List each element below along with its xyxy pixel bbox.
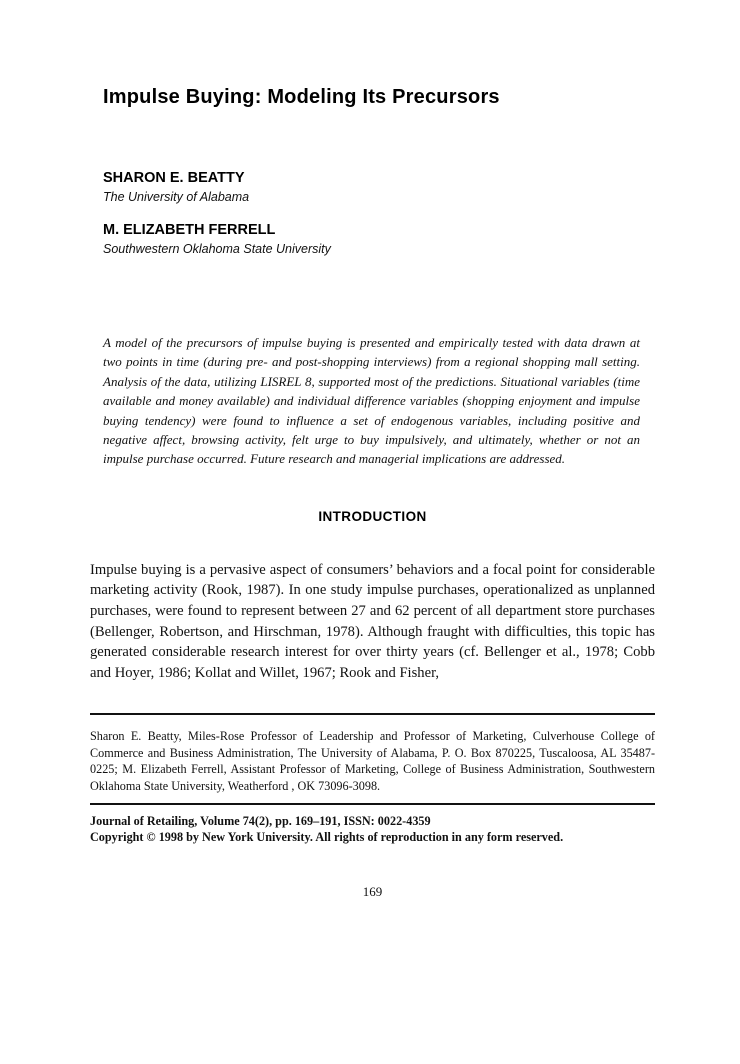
author-footnote: Sharon E. Beatty, Miles-Rose Professor of Leadership and Professor of Marketing, Culverhouse College of Commerce and Business Administration, The University of Alabama, P. O. Box 870225, Tuscaloosa, AL 35487-0225; M. Elizabeth Ferrell, Assistant Professor of Marketing, College of Business Administration, Southwestern Oklahoma State University, Weatherford , OK 73096-3098. bbox=[90, 729, 655, 793]
paper-title: Impulse Buying: Modeling Its Precursors bbox=[103, 86, 500, 108]
journal-citation-line: Journal of Retailing, Volume 74(2), pp. 169–191, ISSN: 0022-4359 bbox=[90, 814, 431, 829]
footnote-divider bbox=[90, 713, 655, 715]
author-block bbox=[103, 169, 655, 205]
journal-divider bbox=[90, 803, 655, 805]
page-number: 169 bbox=[362, 883, 383, 899]
author-affiliation: The University of Alabama bbox=[103, 190, 250, 204]
abstract-paragraph: A model of the precursors of impulse buying is presented and empirically tested with data drawn at two points in time (during pre- and post-shopping interviews) from a regional shopping mall setting. Analysis of the data, utilizing LISREL 8, supported most of the predictions. Situational variables (time available and money available) and individual difference variables (shopping enjoyment and impulse buying tendency) were found to influence a set of endogenous variables, including positive and negative affect, browsing activity, felt urge to buy impulsively, and ultimately, whether or not an impulse purchase occurred. Future research and managerial implications are addressed. bbox=[103, 335, 640, 467]
copyright-line: Copyright © 1998 by New York University. All rights of reproduction in any form reserved. bbox=[90, 830, 564, 845]
author-block bbox=[103, 221, 655, 257]
author-list bbox=[103, 169, 655, 257]
section-heading-introduction: INTRODUCTION bbox=[318, 508, 427, 524]
author-name: SHARON E. BEATTY bbox=[103, 170, 245, 186]
body-paragraph: Impulse buying is a pervasive aspect of consumers’ behaviors and a focal point for considerable marketing activity (Rook, 1987). In one study impulse purchases, operationalized as unplanned purchases, were found to represent between 27 and 62 percent of all department store purchases (Bellenger, Robertson, and Hirschman, 1978). Although fraught with difficulties, this topic has generated considerable research interest for over thirty years (cf. Bellenger et al., 1978; Cobb and Hoyer, 1986; Kollat and Willet, 1967; Rook and Fisher, bbox=[90, 561, 655, 681]
author-affiliation: Southwestern Oklahoma State University bbox=[103, 242, 331, 256]
journal-info bbox=[90, 813, 655, 846]
author-name: M. ELIZABETH FERRELL bbox=[103, 222, 276, 238]
